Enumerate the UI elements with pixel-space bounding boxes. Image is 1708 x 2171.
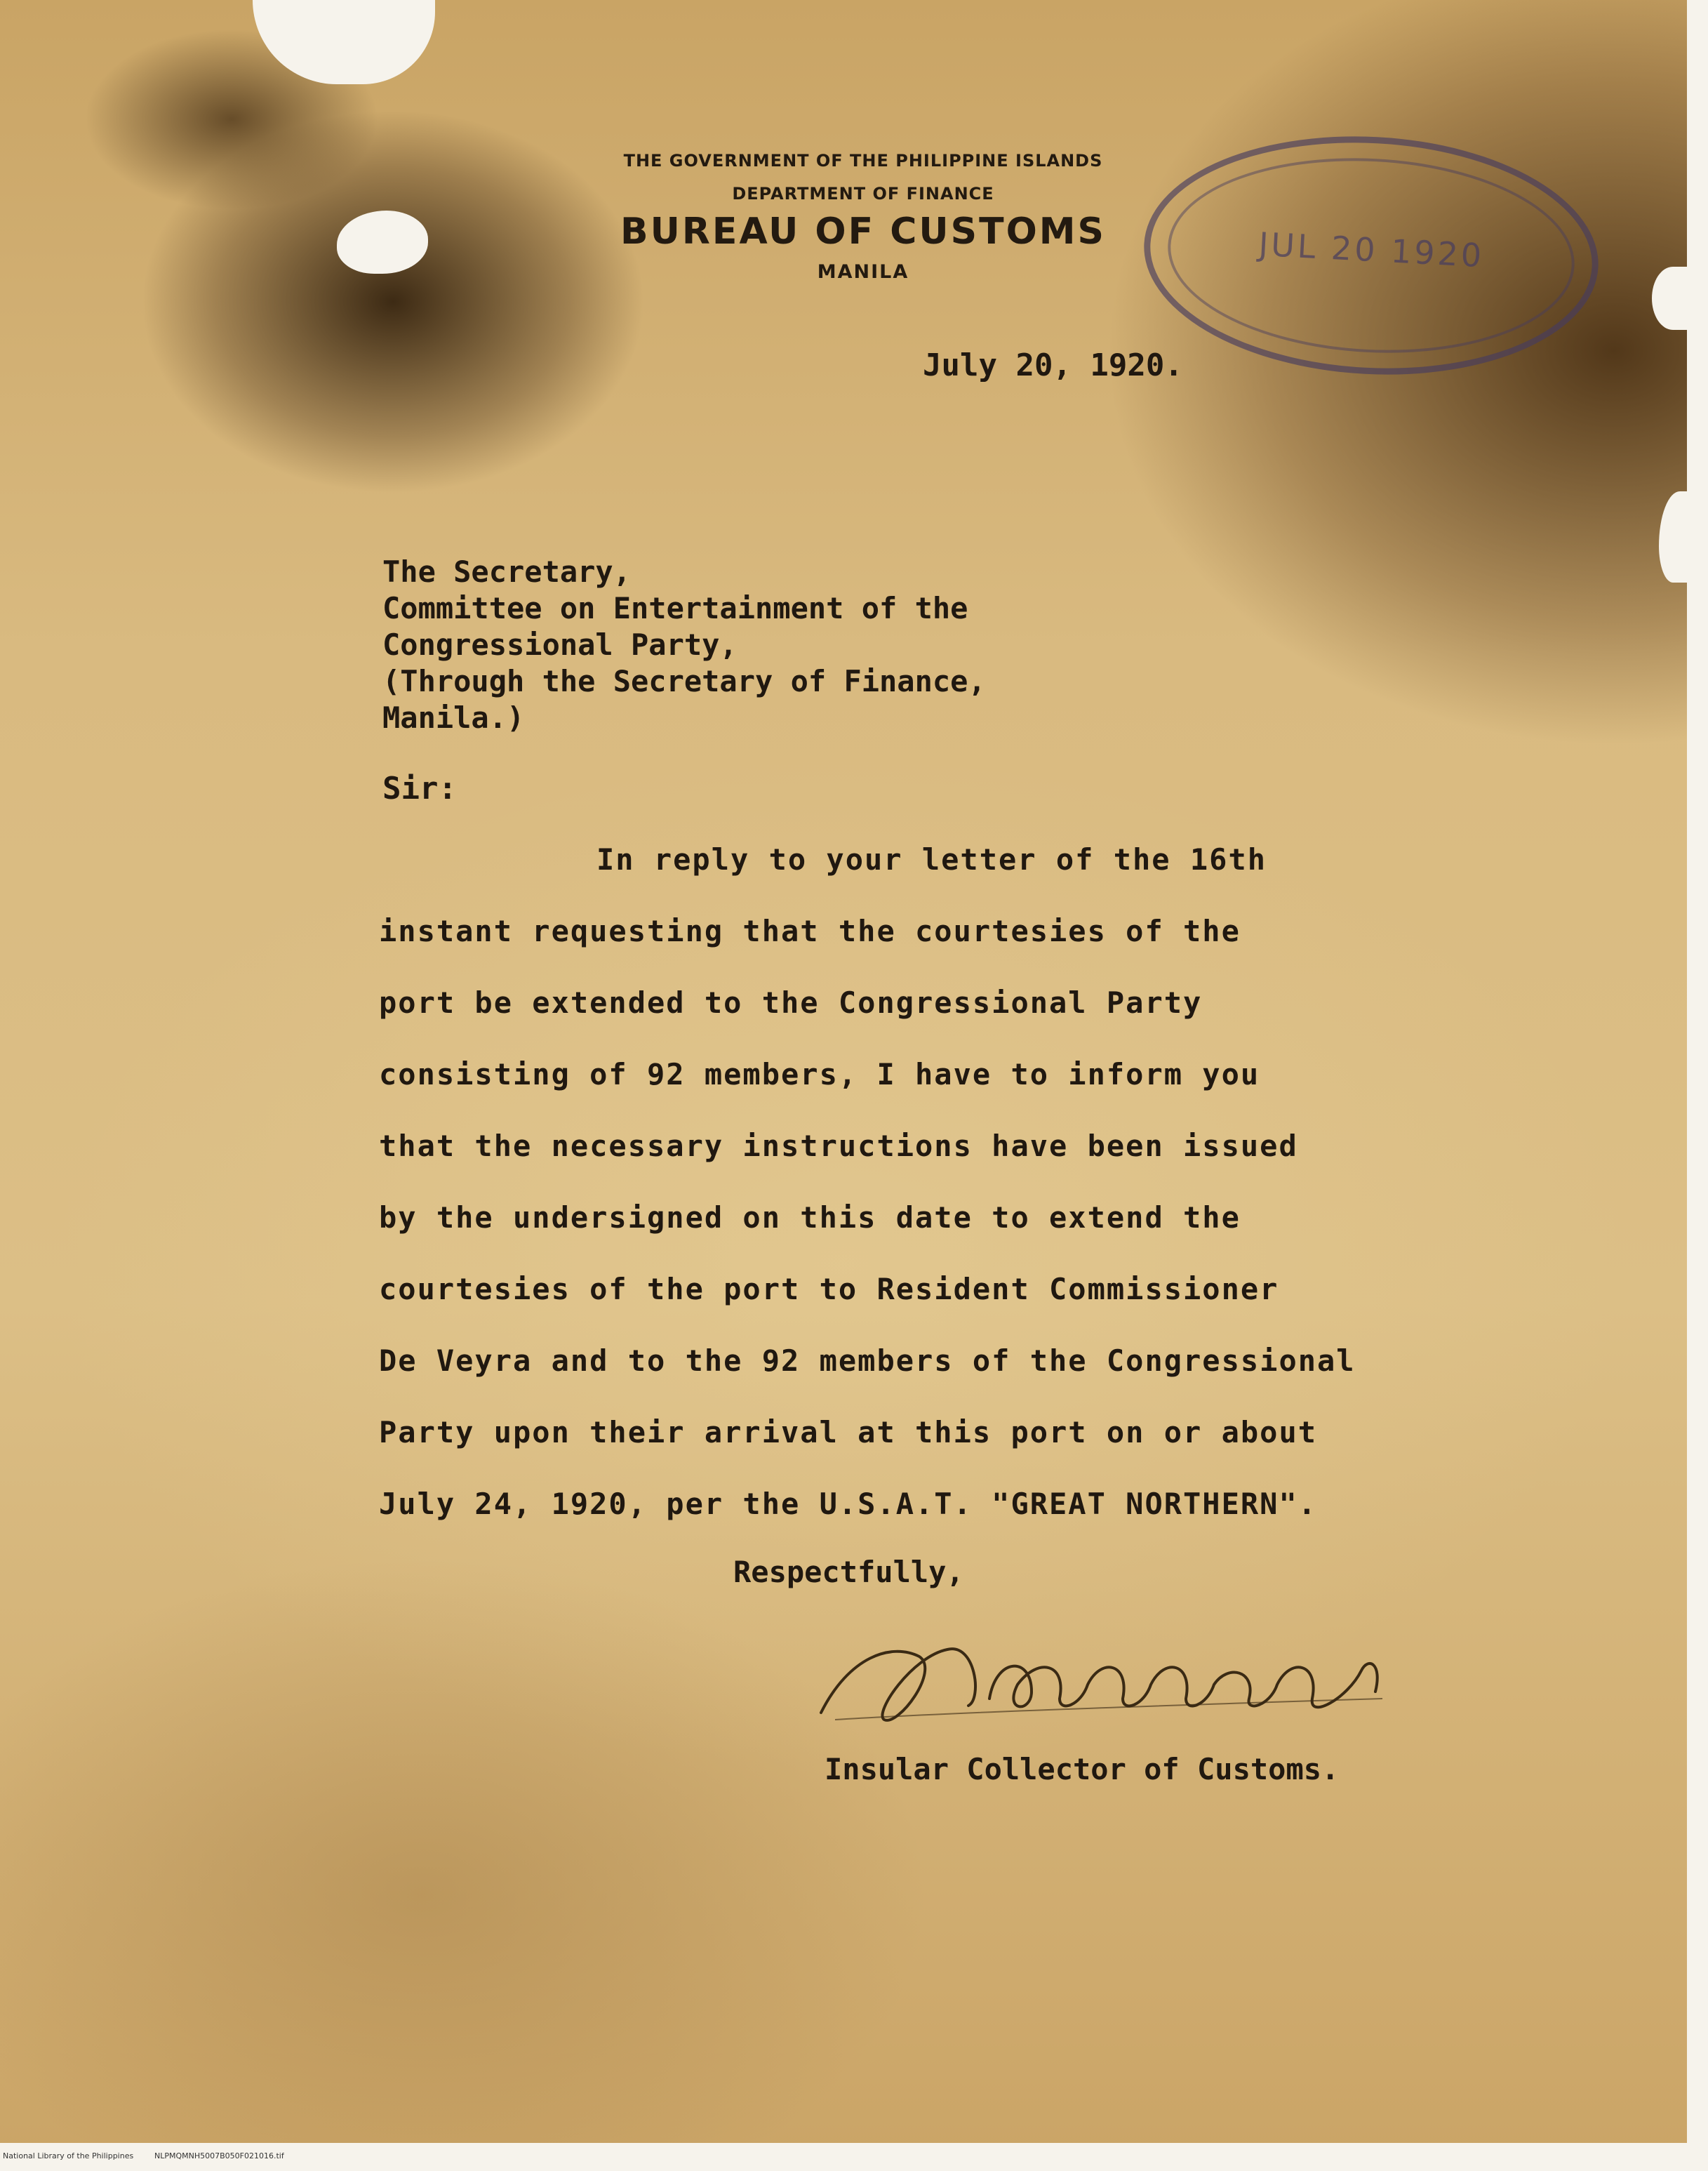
burn-hole [337, 211, 428, 274]
letterhead-bureau: BUREAU OF CUSTOMS [620, 211, 1106, 253]
letter-date: July 20, 1920. [923, 347, 1183, 383]
edge-tear [1652, 267, 1694, 330]
letterhead-city: MANILA [817, 261, 909, 283]
body-line: courtesies of the port to Resident Commissioner [379, 1272, 1279, 1306]
body-line: consisting of 92 members, I have to inform you [379, 1057, 1260, 1091]
edge-tear [1659, 491, 1694, 583]
addressee-line: (Through the Secretary of Finance, [382, 664, 986, 698]
addressee-line: The Secretary, [382, 555, 632, 589]
addressee-line: Manila.) [382, 701, 525, 735]
addressee-line: Congressional Party, [382, 628, 738, 662]
signer-title: Insular Collector of Customs. [825, 1752, 1340, 1786]
salutation: Sir: [382, 771, 457, 806]
burn-hole [253, 0, 435, 84]
body-line: July 24, 1920, per the U.S.A.T. "GREAT NORTHERN". [379, 1487, 1318, 1521]
received-stamp [1138, 125, 1605, 385]
handwritten-signature [807, 1614, 1439, 1741]
stamp-date: JUL 20 1920 [1257, 225, 1486, 275]
body-line: port be extended to the Congressional Party [379, 985, 1203, 1020]
addressee-line: Committee on Entertainment of the [382, 591, 968, 625]
body-line: instant requesting that the courtesies of the [379, 914, 1241, 948]
body-line: In reply to your letter of the 16th [596, 842, 1267, 877]
letterhead-government: THE GOVERNMENT OF THE PHILIPPINE ISLANDS [623, 151, 1103, 171]
body-line: by the undersigned on this date to extend the [379, 1200, 1241, 1235]
closing: Respectfully, [733, 1555, 964, 1589]
letterhead-department: DEPARTMENT OF FINANCE [732, 184, 994, 204]
archive-name: National Library of the Philippines [3, 2151, 134, 2160]
body-line: Party upon their arrival at this port on or about [379, 1415, 1318, 1449]
body-line: De Veyra and to the 92 members of the Congressional [379, 1343, 1356, 1378]
body-line: that the necessary instructions have been issued [379, 1129, 1298, 1163]
file-name: NLPMQMNH5007B050F021016.tif [154, 2151, 284, 2160]
archive-footer [0, 2143, 1708, 2171]
